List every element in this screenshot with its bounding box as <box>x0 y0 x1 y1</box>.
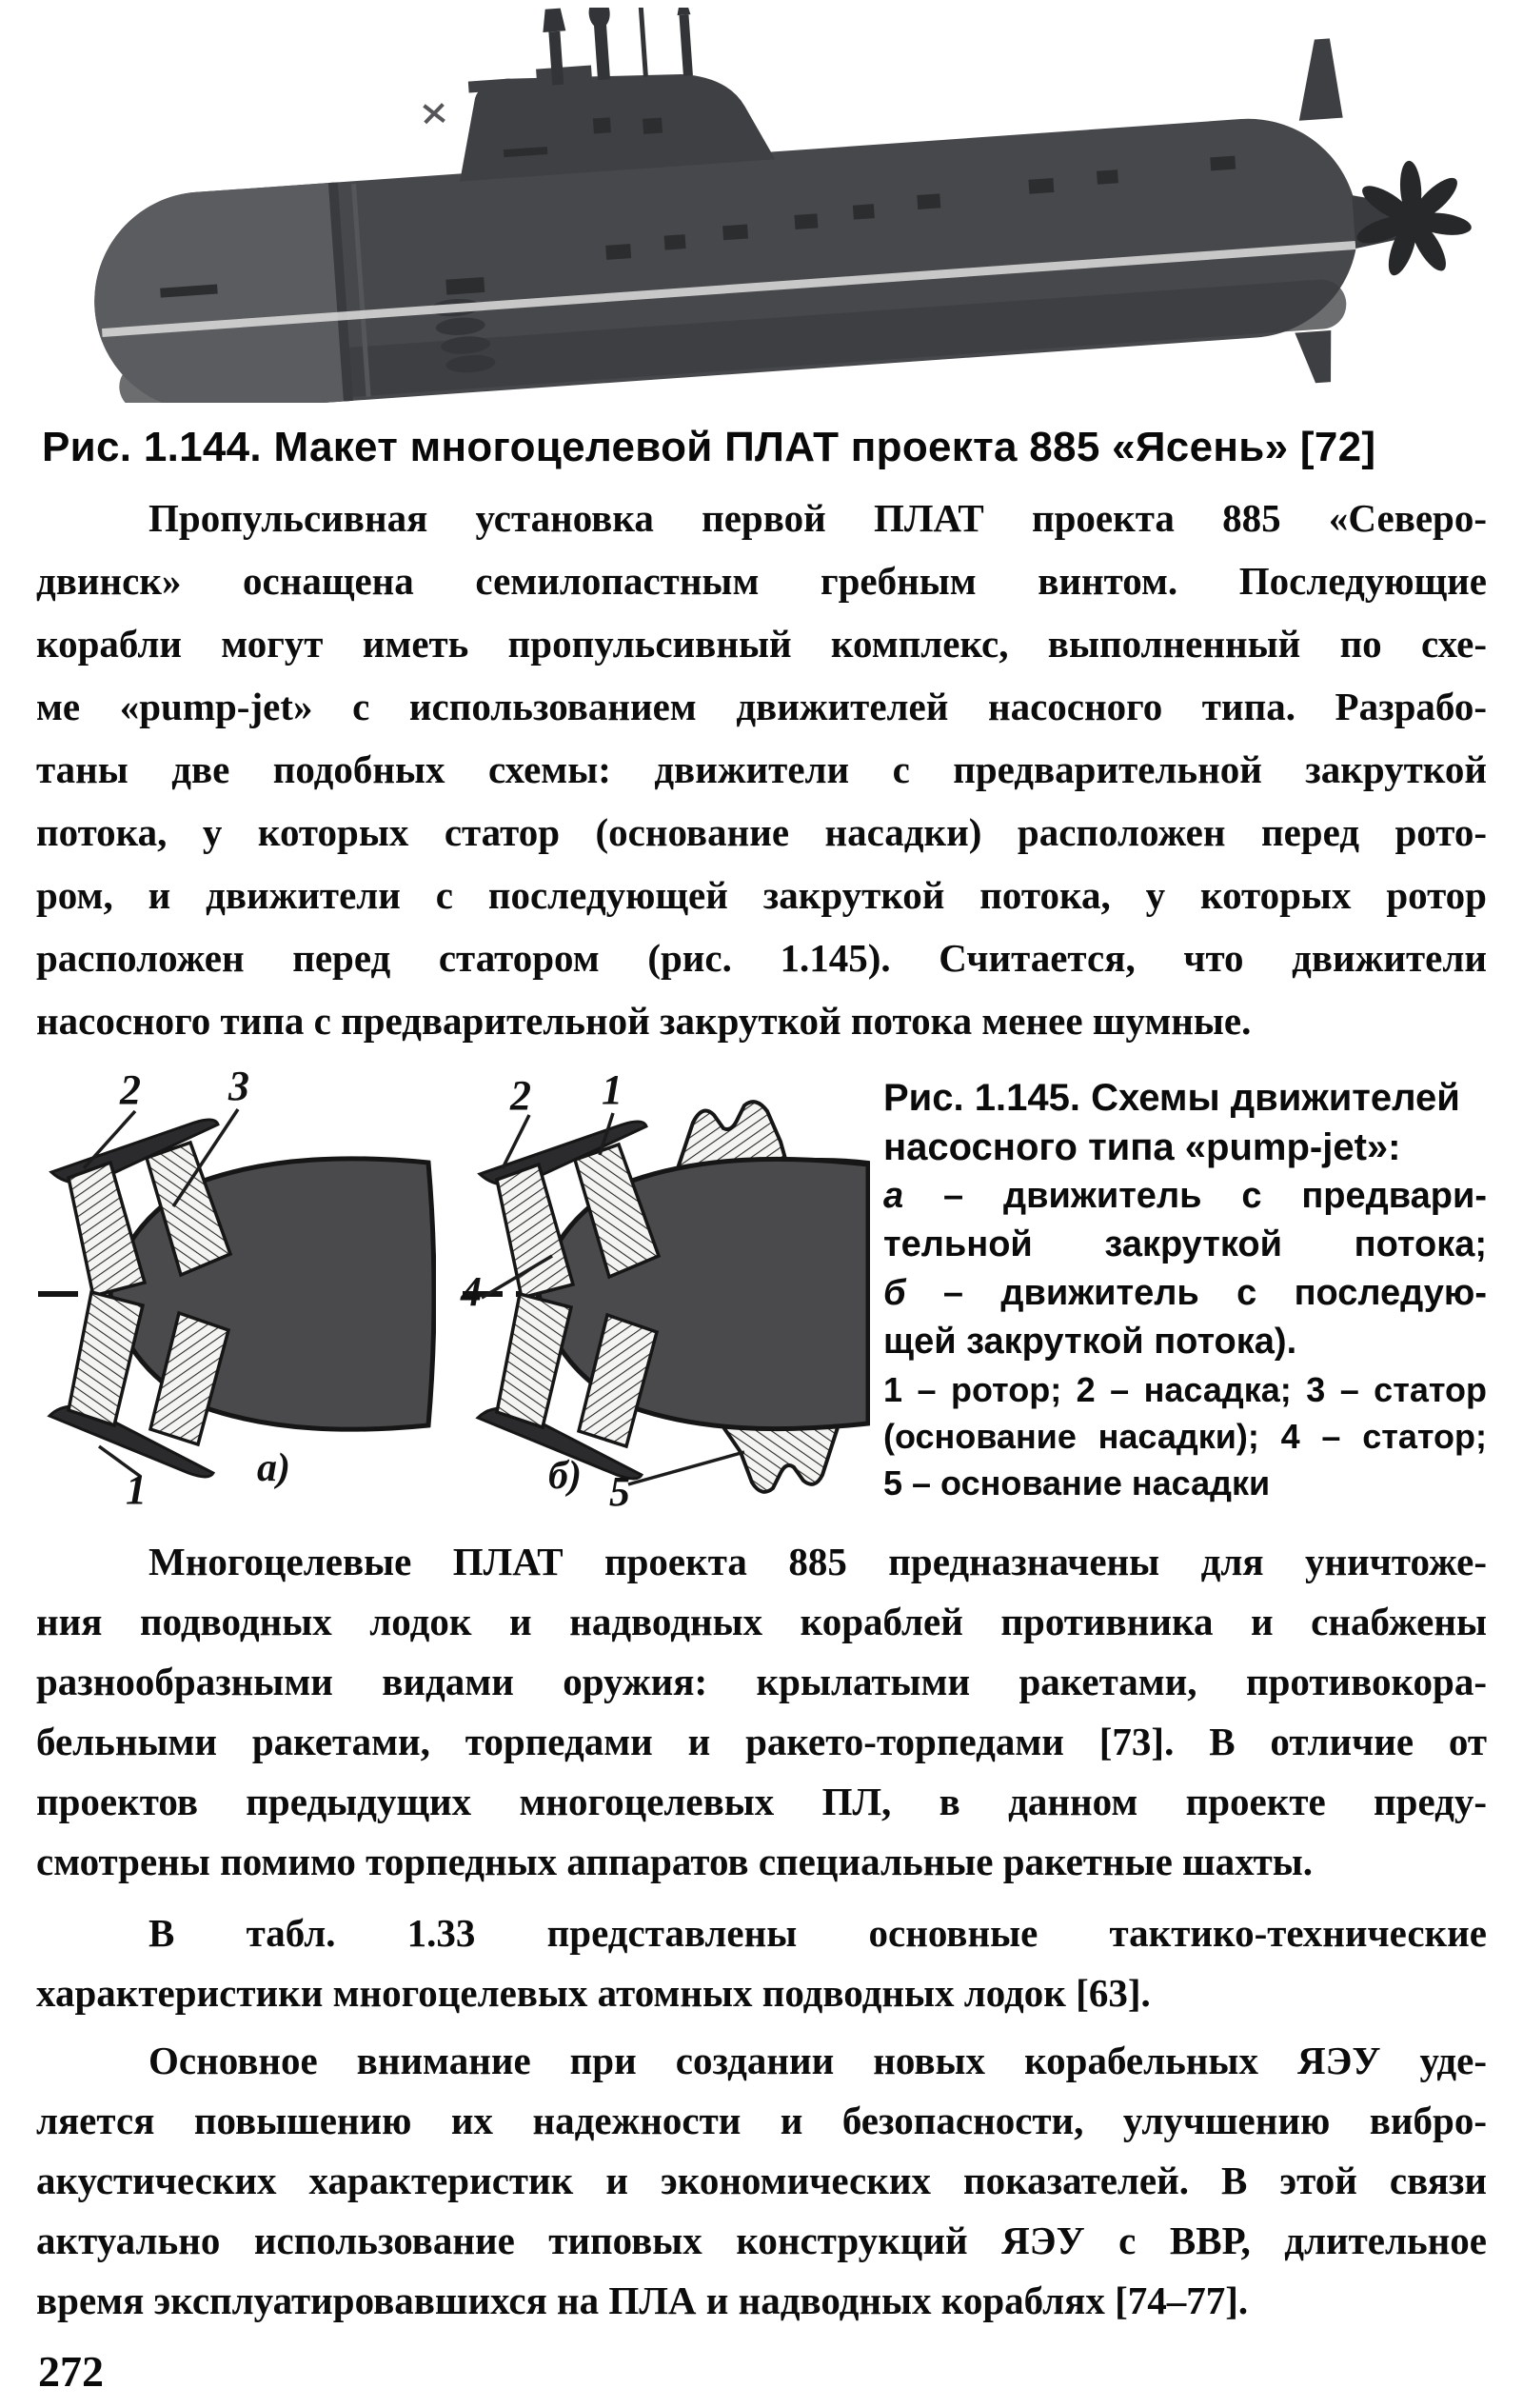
legend-line: б – движитель с последую- <box>883 1273 1487 1313</box>
submarine <box>75 8 1484 403</box>
stern-fin <box>1294 38 1343 121</box>
legend-line: а – движитель с предвари- <box>883 1176 1487 1216</box>
pump-jet-diagram-b <box>461 1067 870 1515</box>
paragraph-2 <box>36 1532 1487 1892</box>
diagram-a-nozzle-label: 2 <box>120 1066 141 1113</box>
legend-line: щей закруткой потока). <box>883 1322 1297 1362</box>
figure-1-145-diagrams <box>36 1064 874 1519</box>
text-line: В табл. 1.33 представлены основные тактико-технические <box>148 1911 1487 1955</box>
text-line: расположен перед статором (рис. 1.145). Считается, что движители <box>36 936 1487 980</box>
diagram-a-rotor-label: 1 <box>126 1466 147 1513</box>
text-line: ния подводных лодок и надводных кораблей противника и снабжены <box>36 1600 1487 1643</box>
text-line: характеристики многоцелевых атомных подводных лодок [63]. <box>36 1971 1151 2015</box>
legend-line: 5 – основание насадки <box>883 1463 1271 1503</box>
page-number: 272 <box>38 2347 104 2396</box>
text-line: бельными ракетами, торпедами и ракето-торпедами [73]. В отличие от <box>36 1720 1487 1763</box>
paragraph-4 <box>36 2031 1487 2331</box>
rotor-blade-bottom <box>69 1292 143 1425</box>
submarine-bow <box>87 183 348 403</box>
text-line: таны две подобных схемы: движители с предварительной закруткой <box>36 747 1487 791</box>
diagram-b-rotor-label: 1 <box>602 1066 623 1113</box>
submarine-photo <box>36 8 1502 403</box>
diagram-b-stator-label: 4 <box>461 1268 482 1315</box>
pump-jet-diagram-a <box>36 1063 436 1515</box>
figure-1-145-caption <box>874 1064 1487 1519</box>
text-line: Многоцелевые ПЛАТ проекта 885 предназначены для уничтоже- <box>148 1540 1487 1583</box>
diagram-a-panel-label: а) <box>257 1446 290 1490</box>
text-line: Основное внимание при создании новых корабельных ЯЭУ уде- <box>148 2039 1487 2082</box>
text-line: корабли могут иметь пропульсивный комплекс, выполненный по схе- <box>36 622 1487 666</box>
diagram-b-drawing <box>461 1067 870 1515</box>
text-line: разнообразными видами оружия: крылатыми ракетами, противокора- <box>36 1660 1487 1703</box>
diagram-a-stator-label: 3 <box>228 1063 249 1109</box>
figure-1-145 <box>36 1064 1487 1519</box>
text-line: двинск» оснащена семилопастным гребным винтом. Последующие <box>36 559 1487 603</box>
rotor-blade-top <box>69 1163 145 1296</box>
text-line: проектов предыдущих многоцелевых ПЛ, в данном проекте преду- <box>36 1780 1487 1823</box>
paragraph-3 <box>36 1903 1487 2023</box>
legend-line: 1 – ротор; 2 – насадка; 3 – статор <box>883 1370 1487 1409</box>
text-line: потока, у которых статор (основание насадки) расположен перед рото- <box>36 810 1487 854</box>
figure-1-144-caption: Рис. 1.144. Макет многоцелевой ПЛАТ проекта 885 «Ясень» [72] <box>42 424 1376 470</box>
text-line: Пропульсивная установка первой ПЛАТ проекта 885 «Северо- <box>148 496 1487 540</box>
text-line: время эксплуатировавшихся на ПЛА и надводных кораблях [74–77]. <box>36 2279 1249 2322</box>
paragraph-1 <box>36 487 1487 1052</box>
text-line: акустических характеристик и экономических показателей. В этой связи <box>36 2159 1487 2202</box>
text-line: ляется повышению их надежности и безопасности, улучшению вибро- <box>36 2099 1487 2142</box>
diagram-b-nozzle-base-label: 5 <box>609 1468 630 1515</box>
figure-1-144-image <box>36 8 1502 403</box>
diagram-b-panel-label: б) <box>548 1454 582 1498</box>
figure-1-145-caption-title: Рис. 1.145. Схемы движителей <box>883 1077 1460 1119</box>
legend-line: (основание насадки); 4 – статор; <box>883 1417 1487 1456</box>
diagram-b-nozzle-label: 2 <box>510 1072 531 1119</box>
text-line: ром, и движители с последующей закруткой потока, у которых ротор <box>36 873 1487 917</box>
cross-mark <box>424 104 444 122</box>
text-line: смотрены помимо торпедных аппаратов специальные ракетные шахты. <box>36 1840 1314 1883</box>
figure-1-145-caption-title: насосного типа «pump-jet»: <box>883 1126 1401 1168</box>
legend-line: тельной закруткой потока; <box>883 1224 1487 1264</box>
rotor-blade-top <box>497 1164 573 1298</box>
text-line: актуально использование типовых конструкций ЯЭУ с ВВР, длительное <box>36 2219 1487 2262</box>
diagram-a-drawing <box>36 1063 436 1515</box>
text-line: насосного типа с предварительной закруткой потока менее шумные. <box>36 999 1252 1043</box>
text-line: ме «pump-jet» с использованием движителей насосного типа. Разрабо- <box>36 685 1487 728</box>
rotor-blade-bottom <box>497 1294 571 1427</box>
